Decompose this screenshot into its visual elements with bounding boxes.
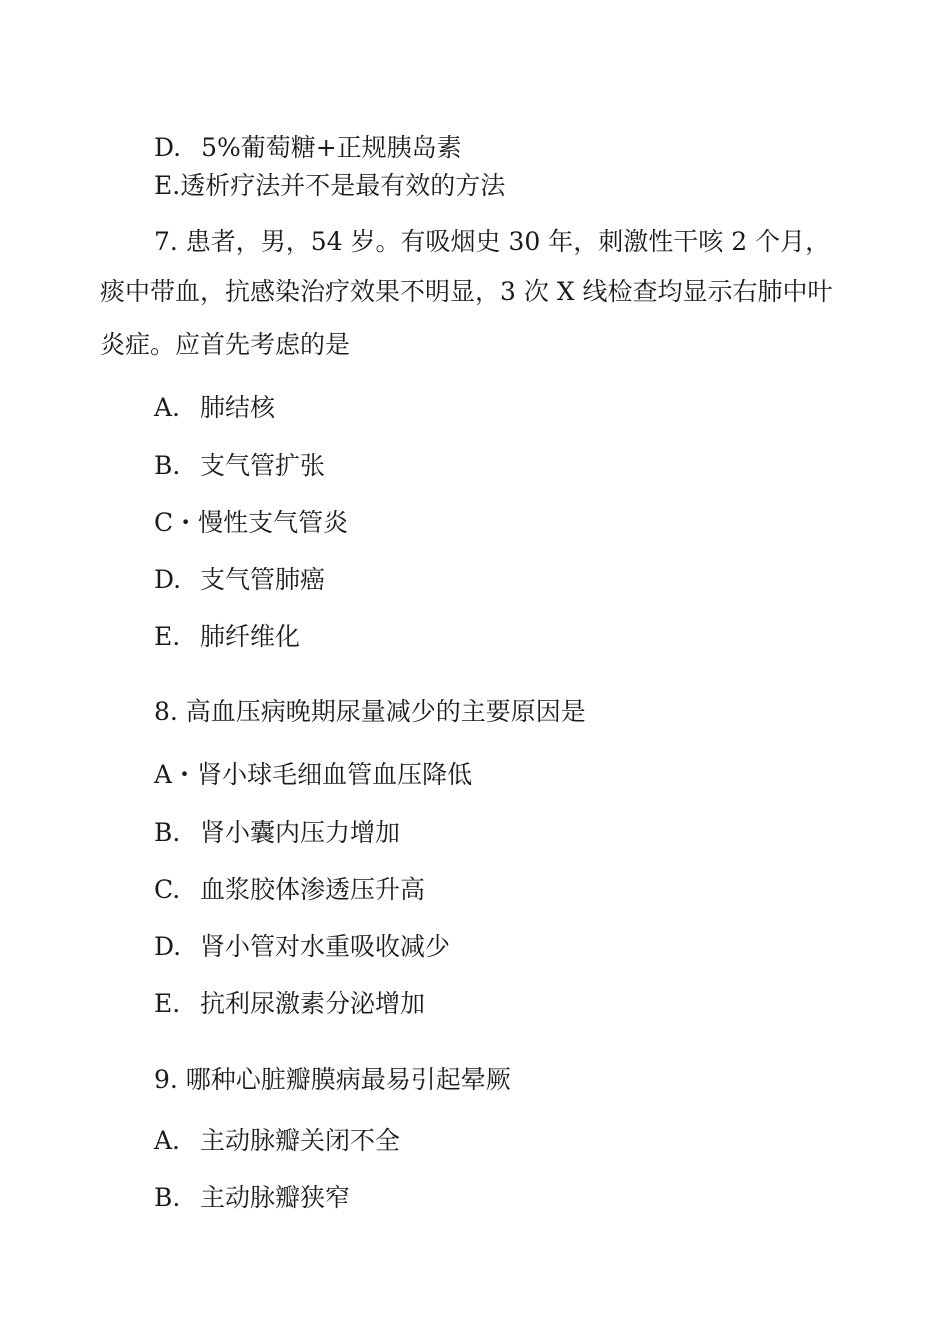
option-text: 慢性支气管炎 xyxy=(198,508,349,537)
question-7-stem-line-1: 7. 患者，男，54 岁。有吸烟史 30 年，刺激性干咳 2 个月， xyxy=(154,227,831,256)
option-letter: D. xyxy=(154,133,182,162)
option-e xyxy=(154,171,505,201)
option-text: 支气管肺癌 xyxy=(200,565,326,594)
option-text: 5%葡萄糖+正规胰岛素 xyxy=(201,133,462,162)
question-8-option-e xyxy=(154,989,425,1019)
option-letter: D. xyxy=(154,932,182,961)
question-9-stem: 9. 哪种心脏瓣膜病最易引起晕厥 xyxy=(154,1065,511,1094)
option-d xyxy=(154,133,462,163)
option-letter: B. xyxy=(154,1183,181,1212)
question-7-option-d xyxy=(154,565,325,595)
option-letter: C. xyxy=(154,875,181,904)
option-text: 肺纤维化 xyxy=(200,622,301,651)
question-7-option-e xyxy=(154,622,300,652)
question-8-stem: 8. 高血压病晚期尿量减少的主要原因是 xyxy=(154,697,586,726)
option-text: 主动脉瓣狭窄 xyxy=(200,1183,351,1212)
question-8-option-a xyxy=(154,760,472,790)
option-text: 透析疗法并不是最有效的方法 xyxy=(180,171,506,200)
option-letter: E. xyxy=(154,622,181,651)
option-letter: C・ xyxy=(154,508,199,537)
option-letter: D. xyxy=(154,565,182,594)
question-7-option-c xyxy=(154,508,348,538)
option-letter: A. xyxy=(154,1126,181,1155)
option-letter: A. xyxy=(154,393,181,422)
option-text: 肺结核 xyxy=(200,393,276,422)
question-7-stem-line-2: 痰中带血，抗感染治疗效果不明显，3 次 X 线检查均显示右肺中叶 xyxy=(100,277,833,306)
option-text: 抗利尿激素分泌增加 xyxy=(200,989,426,1018)
question-7-option-a xyxy=(154,393,275,423)
question-8-option-b xyxy=(154,818,400,848)
question-7-stem-line-3: 炎症。应首先考虑的是 xyxy=(100,330,351,359)
option-letter: B. xyxy=(154,451,181,480)
question-9-option-b xyxy=(154,1183,350,1213)
option-text: 血浆胶体渗透压升高 xyxy=(200,875,426,904)
option-text: 主动脉瓣关闭不全 xyxy=(200,1126,401,1155)
question-8-option-d xyxy=(154,932,450,962)
option-text: 支气管扩张 xyxy=(200,451,326,480)
question-9-option-a xyxy=(154,1126,400,1156)
option-letter: B. xyxy=(154,818,181,847)
option-text: 肾小球毛细血管血压降低 xyxy=(197,760,473,789)
option-letter: E. xyxy=(154,171,181,200)
option-text: 肾小管对水重吸收减少 xyxy=(200,932,451,961)
option-letter: E. xyxy=(154,989,181,1018)
question-7-option-b xyxy=(154,451,325,481)
option-text: 肾小囊内压力增加 xyxy=(200,818,401,847)
option-letter: A・ xyxy=(154,760,198,789)
question-8-option-c xyxy=(154,875,425,905)
